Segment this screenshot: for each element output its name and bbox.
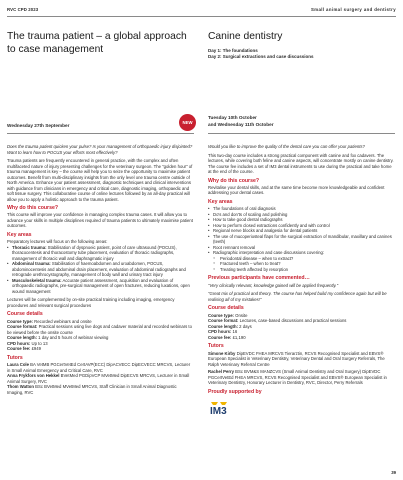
right-title-block bbox=[208, 31, 395, 60]
list-item: • Regional nerve blocks and analgesia for dental patients bbox=[208, 228, 395, 234]
detail-value: 1 day and 5 hours of webinar viewing bbox=[37, 335, 109, 341]
key-item-text: Stabilisation of haemoabdomen and uroabdomen, POCUS, abdominocentesis and abdominal drain placement, evaluation of abdominal radiographs and retrograde urethrocystography, management of body wall and urinary tract injury bbox=[12, 261, 186, 278]
list-item: • The use of mucoperiosteal flaps for the surgical extraction of mandibular, maxillary and canines (teeth) bbox=[208, 234, 395, 245]
detail-row bbox=[208, 335, 395, 341]
right-intro: Would you like to improve the quality of the dental care you can offer your patients? bbox=[208, 144, 365, 149]
left-key-intro: Preparatory lectures will focus on the following areas: bbox=[7, 239, 108, 245]
right-details bbox=[208, 313, 395, 341]
right-paragraph: This two-day course includes a strong practical component with canine and fox cadavers. The lectures, while covering both feline and canine aspects, will concentrate mostly on canine dentistry. The course fee includes a set of IM3 dental instruments to use during the practical and take home at the end of the course. bbox=[208, 152, 394, 174]
tutor-entry bbox=[208, 369, 395, 386]
header-left: RVC CPD 2023 bbox=[7, 7, 39, 12]
left-date-row bbox=[7, 118, 194, 134]
right-day2: Day 2: Surgical extractions and case discussions bbox=[208, 53, 314, 59]
left-course-title: The trauma patient – a global approach to case management bbox=[7, 31, 187, 55]
right-date-row bbox=[208, 113, 395, 134]
testimonial-quote: "Very clinically relevant, knowledge gained will be applied frequently." bbox=[208, 282, 339, 288]
right-tutors-heading: Tutors bbox=[208, 343, 224, 350]
detail-value: 16 bbox=[231, 329, 238, 335]
page-number: 39 bbox=[391, 470, 396, 475]
left-key-list bbox=[7, 245, 194, 295]
detail-row bbox=[7, 346, 194, 352]
right-testimonials-heading: Previous participants have commented… bbox=[208, 275, 310, 282]
header-rule bbox=[7, 16, 396, 17]
detail-label: Course type: bbox=[208, 312, 234, 318]
detail-label: Course format: bbox=[7, 324, 38, 330]
left-why-text: This course will improve your confidence in managing complex trauma cases. It will allow you to advance your skills in multiple disciplines required of trauma patients to ultimately maximise patient outcomes. bbox=[7, 212, 193, 229]
list-subitem: ○ Treating teeth affected by resorption bbox=[208, 267, 395, 273]
left-paragraph: Trauma patients are frequently encountered in general practice, with the complex and often multifaceted nature of injury presenting challenges for the veterinary surgeon. The "golden hour" of trauma management is key – the course will help you to seize the opportunity to maximise patient outcomes. Benefit from multi-disciplinary insights from the only level one trauma centre outside of North America. Enhance your patient assessment, diagnostic techniques and clinical interventions with guidance from clinicians in emergency and critical care, diagnostic imaging, orthopaedic and soft tissue surgery. This collaborative course of online lectures followed by an all-day practical will allow you to apply a holistic approach to the trauma patient. bbox=[7, 158, 193, 202]
tutor-quals: BSc BVM&S MANZCVS (Small Animal Dentistry and Oral Surgery) DipEVDC PGCertVetEd FHEA MRCVS, RCVS Recognised Specialist and EBVS® European Specialist in Veterinary Dentistry, Honorary Lecturer in Dentistry, RVC, Director, Perry Referrals bbox=[208, 369, 387, 386]
list-item: • How to perform closed extractions confidently and with control bbox=[208, 223, 395, 229]
list-item: • Root remnant removal bbox=[208, 245, 395, 251]
list-subitem: ○ Periodontal disease – when to extract? bbox=[208, 256, 395, 262]
list-subitem: ○ Fractured teeth – when to treat? bbox=[208, 261, 395, 267]
im3-logo bbox=[208, 400, 236, 416]
right-support-heading: Proudly supported by bbox=[208, 388, 262, 395]
left-key-heading: Key areas bbox=[7, 231, 32, 238]
key-item-bold: Musculoskeletal trauma: bbox=[12, 277, 62, 283]
left-date-rule bbox=[7, 133, 194, 134]
tutor-quals: BVetMed PGDipVCP MVetMed DipECVS MRCVS, Lecturer in Small Animal Surgery, RVC bbox=[7, 373, 190, 384]
tutor-name: Anna Frykfors von Hekkel bbox=[7, 373, 60, 379]
left-body bbox=[7, 144, 194, 395]
detail-value: 2 days bbox=[238, 323, 252, 329]
tutor-name: Thom Watton bbox=[7, 384, 34, 390]
key-item-text: Accurate patient assessment, acquisition and evaluation of orthopaedic radiographs, pre-surgical management of open fractures, reducing luxations, open wound management bbox=[12, 277, 190, 294]
left-details-heading: Course details bbox=[7, 311, 43, 318]
detail-value: Practical sessions using live dogs and cadaver material and recorded webinars to be viewed before the onsite course bbox=[7, 324, 192, 335]
left-tutors-heading: Tutors bbox=[7, 354, 23, 361]
right-date1: Tuesday 10th October bbox=[208, 115, 257, 120]
key-item-bold: Abdominal trauma: bbox=[12, 261, 51, 267]
detail-label: Course fee: bbox=[7, 346, 31, 352]
tutor-quals: DipEVDC FHEA MRCVS Tierarztin, RCVS Recognised Specialist and EBVS® European Specialist in Veterinary Dentistry, Veterinary Dental and Oral Surgery Referrals, The Ralph Veterinary Referral Centre bbox=[208, 350, 385, 367]
right-key-heading: Key areas bbox=[208, 198, 233, 205]
detail-value: £949 bbox=[30, 346, 42, 352]
tutor-entry bbox=[208, 351, 395, 368]
left-details bbox=[7, 319, 194, 352]
detail-label: Course type: bbox=[7, 318, 33, 324]
page-header bbox=[7, 7, 396, 15]
detail-label: Course length: bbox=[7, 335, 37, 341]
list-item: • The foundations of oral diagnosis bbox=[208, 206, 395, 212]
right-body bbox=[208, 144, 395, 417]
list-item bbox=[7, 245, 194, 262]
right-details-heading: Course details bbox=[208, 305, 244, 312]
new-badge: NEW bbox=[179, 114, 196, 131]
detail-label: CPD hours: bbox=[7, 340, 31, 346]
right-tutors bbox=[208, 351, 395, 386]
list-item bbox=[7, 261, 194, 278]
right-day1: Day 1: The foundations bbox=[208, 47, 258, 53]
list-item bbox=[7, 278, 194, 295]
detail-label: Course fee: bbox=[208, 334, 232, 340]
detail-row bbox=[7, 324, 194, 335]
key-item-bold: Thoracic trauma: bbox=[12, 244, 47, 250]
tutor-quals: BA VetMB PGCertVetEd CertAVP(ECC) DipACVECC DipECVECC MRCVS, Lecturer in Small Animal Emergency and Critical Care, RVC bbox=[7, 362, 191, 373]
tutor-entry bbox=[7, 384, 194, 395]
left-date: Wednesday 27th September bbox=[7, 123, 70, 128]
right-why-heading: Why do this course? bbox=[208, 177, 260, 184]
header-right: Small animal surgery and dentistry bbox=[311, 7, 396, 12]
detail-label: Course length: bbox=[208, 323, 238, 329]
testimonial-quote: "Great mix of practical and theory. The course has helped build my confidence again but will be realising all of my mistakes!" bbox=[208, 291, 387, 302]
detail-value: Recorded webinars and onsite bbox=[32, 318, 92, 324]
left-why-heading: Why do this course? bbox=[7, 205, 59, 211]
tutor-name: Rachel Perry bbox=[208, 369, 234, 375]
right-why-text: Revitalise your dental skills, and at the same time become more knowledgeable and confident addressing your dental cases. bbox=[208, 184, 385, 196]
left-tutors bbox=[7, 362, 194, 395]
detail-value: £1,190 bbox=[231, 334, 246, 340]
detail-label: Course format: bbox=[208, 318, 239, 324]
right-key-list bbox=[208, 206, 395, 272]
detail-value: Onsite bbox=[233, 312, 248, 318]
right-day-list bbox=[208, 48, 395, 61]
list-item: • Radiographic interpretation and case discussions covering: bbox=[208, 250, 395, 256]
tutor-name: Simone Kirby bbox=[208, 350, 236, 356]
detail-value: Up to 13 bbox=[30, 340, 48, 346]
left-title-block bbox=[7, 31, 194, 56]
tutor-quals: BSc BVetMed MVetMed MRCVS, Staff Clinician in Small Animal Diagnostic Imaging, RVC bbox=[7, 384, 177, 395]
detail-label: CPD hours: bbox=[208, 329, 232, 335]
right-course-title: Canine dentistry bbox=[208, 31, 283, 42]
detail-value: Lectures, case-based discussions and practical sessions bbox=[238, 318, 347, 324]
tutor-entry bbox=[7, 362, 194, 373]
right-date-rule bbox=[208, 133, 395, 134]
list-item: • How to take good dental radiographs bbox=[208, 217, 395, 223]
im3-logo-text: IM3 bbox=[210, 405, 227, 416]
tutor-entry bbox=[7, 373, 194, 384]
right-date2: and Wednesday 11th October bbox=[208, 121, 274, 127]
left-intro: Does the trauma patient quicken your pulse? Is your management of orthopaedic injury disjointed? Want to learn how to POCUS your efforts most effectively? bbox=[7, 144, 193, 155]
tutor-name: Laura Cole bbox=[7, 362, 29, 368]
left-lectures-note: Lectures will be complemented by on-site practical training including imaging, emergency procedures and relevant surgical procedures bbox=[7, 297, 175, 308]
key-item-text: Stabilisation of dyspnoeic patient, point of care ultrasound (POCUS), thoracocentesis and thoracostomy tube placement, evaluation of thoracic radiographs, management of thoracic wall and diaphragmatic injury bbox=[12, 244, 177, 261]
right-dates bbox=[208, 115, 274, 128]
list-item: • Do's and don'ts of scaling and polishing bbox=[208, 212, 395, 218]
